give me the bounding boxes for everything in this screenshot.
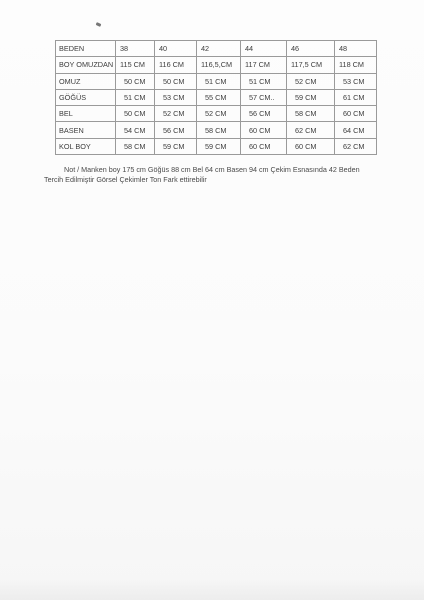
value-cell: 55 CM (197, 89, 241, 105)
value-cell: 53 CM (155, 89, 197, 105)
row-label-cell: BEL (56, 106, 116, 122)
size-header-row (56, 41, 377, 57)
value-cell: 60 CM (241, 138, 287, 154)
value-cell: 58 CM (116, 138, 155, 154)
value-cell: 56 CM (241, 106, 287, 122)
value-cell: 54 CM (116, 122, 155, 138)
value-cell: 58 CM (287, 106, 335, 122)
size-header-cell: 46 (287, 41, 335, 57)
value-cell: 117 CM (241, 57, 287, 73)
value-cell: 51 CM (241, 73, 287, 89)
size-header-cell: 42 (197, 41, 241, 57)
model-note-line-2: Tercih Edilmiştir Görsel Çekimler Ton Fark ettirebilir (44, 175, 207, 184)
value-cell: 61 CM (335, 89, 377, 105)
value-cell: 57 CM.. (241, 89, 287, 105)
value-cell: 52 CM (287, 73, 335, 89)
value-cell: 53 CM (335, 73, 377, 89)
value-cell: 50 CM (116, 73, 155, 89)
model-note-line-1: Not / Manken boy 175 cm Göğüs 88 cm Bel 64 cm Basen 94 cm Çekim Esnasında 42 Beden (64, 165, 360, 174)
value-cell: 60 CM (335, 106, 377, 122)
value-cell: 52 CM (155, 106, 197, 122)
value-cell: 60 CM (287, 138, 335, 154)
size-header-cell: 48 (335, 41, 377, 57)
value-cell: 59 CM (155, 138, 197, 154)
value-cell: 51 CM (116, 89, 155, 105)
value-cell: 50 CM (155, 73, 197, 89)
value-cell: 64 CM (335, 122, 377, 138)
table-row (56, 57, 377, 73)
value-cell: 51 CM (197, 73, 241, 89)
value-cell: 50 CM (116, 106, 155, 122)
value-cell: 116 CM (155, 57, 197, 73)
value-cell: 115 CM (116, 57, 155, 73)
row-label-cell: BOY OMUZDAN (56, 57, 116, 73)
size-header-cell: 40 (155, 41, 197, 57)
table-row (56, 73, 377, 89)
table-row (56, 122, 377, 138)
table-row (56, 138, 377, 154)
value-cell: 56 CM (155, 122, 197, 138)
header-label-cell: BEDEN (56, 41, 116, 57)
row-label-cell: GÖĞÜS (56, 89, 116, 105)
row-label-cell: KOL BOY (56, 138, 116, 154)
value-cell: 118 CM (335, 57, 377, 73)
scan-edge-shade (0, 578, 424, 600)
row-label-cell: BASEN (56, 122, 116, 138)
value-cell: 58 CM (197, 122, 241, 138)
value-cell: 62 CM (287, 122, 335, 138)
value-cell: 52 CM (197, 106, 241, 122)
size-header-cell: 44 (241, 41, 287, 57)
scan-speck (96, 22, 102, 27)
value-cell: 116,5,CM (197, 57, 241, 73)
value-cell: 59 CM (197, 138, 241, 154)
row-label-cell: OMUZ (56, 73, 116, 89)
value-cell: 117,5 CM (287, 57, 335, 73)
value-cell: 62 CM (335, 138, 377, 154)
table-row (56, 106, 377, 122)
size-header-cell: 38 (116, 41, 155, 57)
value-cell: 59 CM (287, 89, 335, 105)
table-row (56, 89, 377, 105)
size-chart-table (55, 40, 377, 155)
value-cell: 60 CM (241, 122, 287, 138)
